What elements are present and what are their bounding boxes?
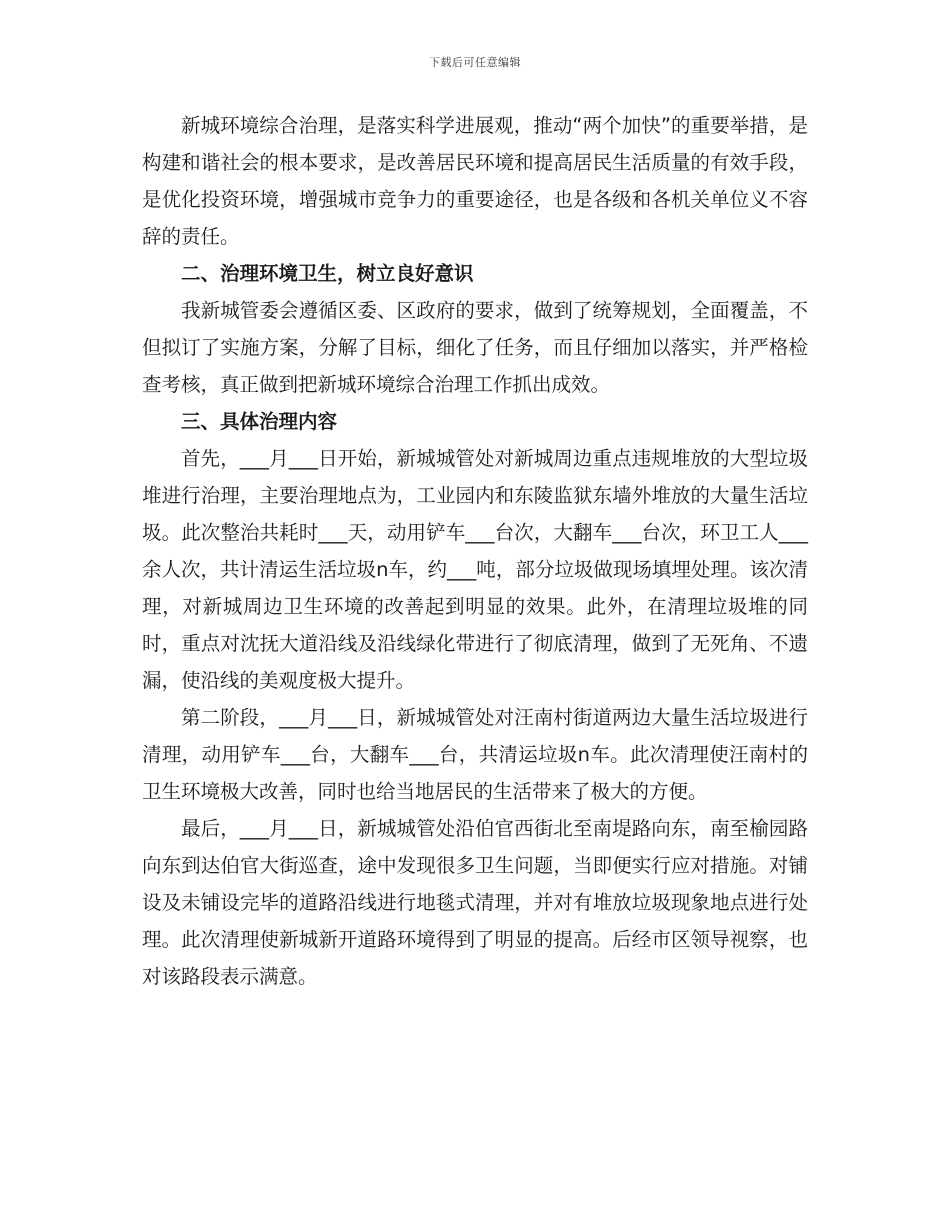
page-header: 下载后可任意编辑 [429,56,521,69]
paragraph-final-phase: 最后，___月___日，新城城管处沿伯官西街北至南堤路向东，南至榆园路向东到达伯官大街巡查，途中发现很多卫生问题，当即便实行应对措施。对铺设及未铺设完毕的道路沿线进行地毯式清理，并对有堆放垃圾现象地点进行处理。此次清理使新城新开道路环境得到了明显的提高。后经市区领导视察，也对该路段表示满意。 [142,817,808,988]
section-heading-3: 三、具体治理内容 [181,410,338,433]
paragraph-awareness: 我新城管委会遵循区委、区政府的要求，做到了统筹规划，全面覆盖，不但拟订了实施方案，分解了目标，细化了任务，而且仔细加以落实，并严格检查考核，真正做到把新城环境综合治理工作抓出成效。 [142,299,808,396]
paragraph-first-phase: 首先，___月___日开始，新城城管处对新城周边重点违规堆放的大型垃圾堆进行治理，主要治理地点为，工业园内和东陵监狱东墙外堆放的大量生活垃圾。此次整治共耗时___天，动用铲车___台次，大翻车___台次，环卫工人___余人次，共计清运生活垃圾n车，约___吨，部分垃圾做现场填埋处理。该次清理，对新城周边卫生环境的改善起到明显的效果。此外，在清理垃圾堆的同时，重点对沈抚大道沿线及沿线绿化带进行了彻底清理，做到了无死角、不遗漏，使沿线的美观度极大提升。 [142,447,808,692]
section-heading-2: 二、治理环境卫生，树立良好意识 [181,262,474,285]
document-body [142,107,808,995]
paragraph-second-phase: 第二阶段，___月___日，新城城管处对汪南村街道两边大量生活垃圾进行清理，动用铲车___台，大翻车___台，共清运垃圾n车。此次清理使汪南村的卫生环境极大改善，同时也给当地居民的生活带来了极大的方便。 [142,706,808,803]
paragraph-intro: 新城环境综合治理，是落实科学进展观，推动“两个加快”的重要举措，是构建和谐社会的根本要求，是改善居民环境和提高居民生活质量的有效手段，是优化投资环境，增强城市竞争力的重要途径，也是各级和各机关单位义不容辞的责任。 [142,114,808,248]
